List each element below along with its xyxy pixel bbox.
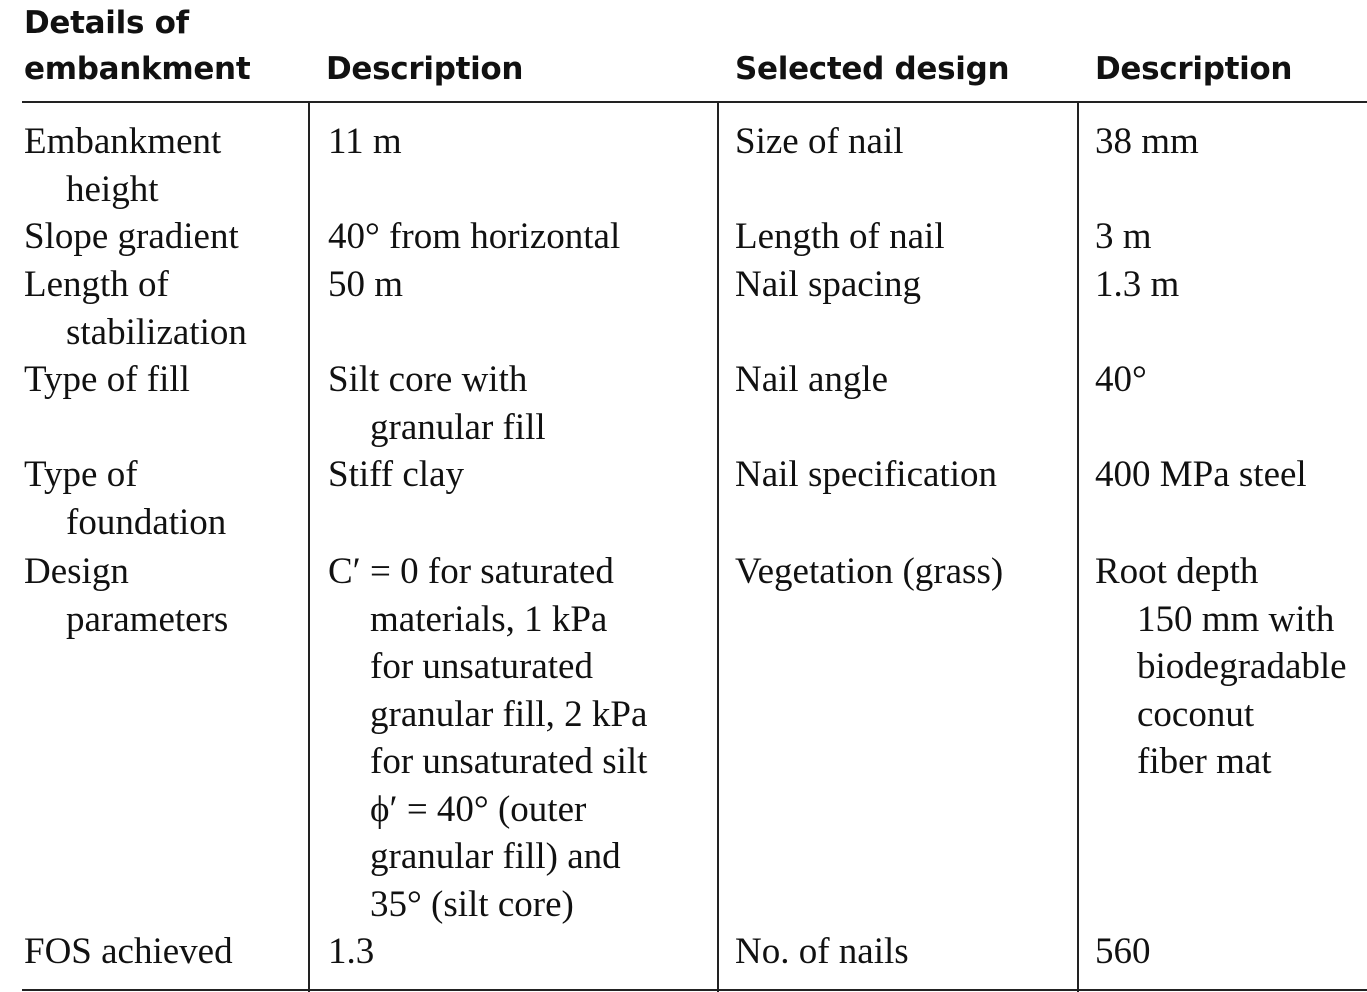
- bottom-rule: [22, 989, 1367, 991]
- cell-line: Vegetation (grass): [735, 551, 1004, 592]
- cell-line: Design: [24, 551, 129, 592]
- cell-line: 40° from horizontal: [328, 216, 621, 257]
- cell-line: for unsaturated silt: [370, 741, 648, 782]
- cell-line: Length of: [24, 264, 169, 305]
- cell-line: Type of: [24, 454, 138, 495]
- cell-line: biodegradable: [1137, 646, 1347, 687]
- table-cell: [24, 356, 190, 404]
- table-cell: [328, 548, 647, 928]
- table-cell: [1095, 928, 1151, 976]
- table-cell: [1095, 213, 1152, 261]
- table-cell: [735, 451, 997, 499]
- cell-line: FOS achieved: [24, 931, 233, 972]
- cell-line: stabilization: [66, 311, 247, 353]
- cell-line: 1.3: [328, 931, 375, 972]
- cell-line: 40°: [1095, 359, 1147, 400]
- cell-line: Slope gradient: [24, 216, 239, 257]
- cell-line: 35° (silt core): [370, 883, 574, 925]
- cell-line: 560: [1095, 931, 1151, 972]
- table-cell: [1095, 118, 1199, 166]
- header-line: embankment: [24, 51, 251, 87]
- cell-line: height: [66, 168, 159, 210]
- table-cell: [24, 213, 239, 261]
- cell-line: for unsaturated: [370, 646, 593, 687]
- table-cell: [24, 451, 226, 546]
- cell-line: Type of fill: [24, 359, 190, 400]
- table-cell: [328, 928, 374, 976]
- cell-line: Nail specification: [735, 454, 997, 495]
- cell-line: 3 m: [1095, 216, 1152, 257]
- column-divider: [1077, 103, 1079, 992]
- cell-line: Length of nail: [735, 216, 945, 257]
- header-line: Details of: [24, 5, 189, 41]
- cell-line: C′ = 0 for saturated: [328, 551, 614, 592]
- cell-line: Nail spacing: [735, 264, 921, 305]
- table-cell: [735, 118, 904, 166]
- cell-line: foundation: [66, 501, 227, 543]
- header-rule: [22, 101, 1367, 103]
- table-cell: [1095, 356, 1147, 404]
- table-cell: [328, 261, 403, 309]
- table-cell: [328, 118, 402, 166]
- table-cell: [328, 451, 464, 499]
- header-selected-design: Selected design: [735, 51, 1010, 87]
- cell-line: No. of nails: [735, 931, 909, 972]
- table-cell: [1095, 548, 1347, 786]
- table-cell: [328, 356, 546, 451]
- cell-line: Root depth: [1095, 551, 1259, 592]
- cell-line: granular fill: [370, 406, 546, 448]
- cell-line: Stiff clay: [328, 454, 464, 495]
- table-cell: [24, 118, 221, 213]
- cell-line: 1.3 m: [1095, 264, 1180, 305]
- cell-line: coconut: [1137, 693, 1255, 735]
- cell-line: Silt core with: [328, 359, 528, 400]
- header-details-of-embankment: [24, 0, 250, 92]
- table-cell: [1095, 261, 1179, 309]
- table-cell: [735, 213, 945, 261]
- cell-line: fiber mat: [1137, 741, 1272, 782]
- table-cell: [735, 928, 909, 976]
- column-divider: [717, 103, 719, 992]
- column-divider: [308, 103, 310, 992]
- cell-line: 400 MPa steel: [1095, 454, 1307, 495]
- cell-line: 38 mm: [1095, 121, 1199, 162]
- cell-line: ϕ′ = 40° (outer: [370, 788, 587, 830]
- cell-line: Embankment: [24, 121, 222, 162]
- table-cell: [24, 261, 247, 356]
- table-cell: [1095, 451, 1307, 499]
- table-cell: [24, 928, 233, 976]
- header-description-2: Description: [1095, 51, 1293, 87]
- cell-line: materials, 1 kPa: [370, 598, 608, 640]
- table-cell: [328, 213, 620, 261]
- table-cell: [735, 356, 888, 404]
- table-cell: [24, 548, 228, 643]
- cell-line: 50 m: [328, 264, 404, 305]
- cell-line: 11 m: [328, 121, 402, 162]
- cell-line: granular fill, 2 kPa: [370, 693, 648, 735]
- table-cell: [735, 548, 1003, 596]
- cell-line: 150 mm with: [1137, 598, 1335, 640]
- cell-line: Nail angle: [735, 359, 889, 400]
- cell-line: parameters: [66, 598, 229, 640]
- cell-line: granular fill) and: [370, 836, 621, 877]
- header-description-1: Description: [326, 51, 524, 87]
- cell-line: Size of nail: [735, 121, 904, 162]
- table-cell: [735, 261, 921, 309]
